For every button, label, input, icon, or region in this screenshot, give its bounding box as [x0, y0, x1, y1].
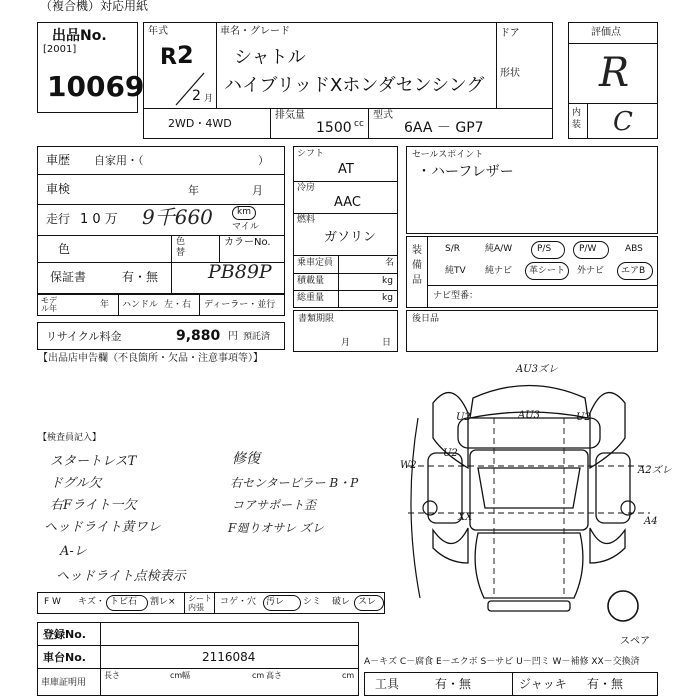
- inspector-note: ヘッドライト点検表示: [56, 569, 186, 584]
- sales-point-value: ・ハーフレザー: [417, 164, 514, 180]
- dealer-value: ディーラー・並行: [204, 300, 276, 310]
- diagram-mark: A4: [644, 516, 658, 527]
- year-label: 年式: [148, 26, 168, 37]
- recycle-unit: 円: [228, 331, 238, 342]
- interior-burn: コゲ・穴: [220, 597, 257, 607]
- doc-day: 日: [382, 338, 392, 348]
- doc-label: 書類期限: [298, 314, 335, 324]
- jack-value: 有・無: [587, 677, 624, 691]
- spare-label: スペア: [620, 636, 650, 647]
- equip-navi: 純ナビ: [485, 266, 513, 276]
- displacement-unit: cc: [354, 119, 364, 129]
- color-change-label: 色替: [176, 237, 186, 258]
- history-value: 自家用・（: [94, 154, 144, 167]
- equip-ps: P/S: [537, 244, 552, 254]
- misc-row: [37, 294, 285, 316]
- ac-label: 冷房: [297, 183, 316, 193]
- recycle-box: [37, 322, 285, 350]
- tools-box: [364, 672, 658, 696]
- shift-value: AT: [338, 162, 354, 177]
- navi-model-label: ナビ型番：: [433, 291, 479, 301]
- inspection-month-unit: 月: [252, 184, 263, 197]
- load-label: 積載量: [297, 276, 325, 286]
- mileage-alt-unit: マイル: [232, 222, 259, 232]
- diagram-mark: AU3ズレ: [516, 364, 559, 375]
- load-unit: kg: [382, 276, 393, 286]
- cert-label: 車庫証明用: [41, 678, 87, 688]
- shape-label: 形状: [500, 68, 520, 79]
- equip-leather: 革シート: [529, 266, 566, 276]
- sales-point-label: セールスポイント: [412, 150, 484, 160]
- doc-box: [293, 310, 398, 352]
- interior-row: [37, 592, 385, 614]
- diagram-mark: AU3: [518, 410, 541, 421]
- damage-legend: A－キズ C－腐食 E－エクボ S－サビ U－凹ミ W－補修 XX－交換済: [364, 657, 640, 667]
- inspection-year-unit: 年: [188, 184, 199, 197]
- equip-sr: S/R: [445, 244, 460, 254]
- chassis-label: 車台No.: [43, 651, 86, 664]
- reg-label: 登録No.: [43, 628, 86, 641]
- rating-box: [568, 22, 658, 139]
- sales-point-box: [406, 146, 658, 234]
- inspector-note: ドグル欠: [50, 476, 102, 491]
- history-close: ）: [258, 154, 269, 167]
- inspector-note: 右センターピラー B・P: [230, 476, 359, 490]
- model-year-suffix: 年: [100, 300, 110, 310]
- color-no-value: PB89P: [208, 261, 272, 283]
- handle-value: 左・右: [164, 300, 192, 310]
- mileage-label: 走行: [46, 212, 71, 226]
- sheet-subtitle: （複合機）対応用紙: [40, 0, 149, 13]
- equip-ext-navi: 外ナビ: [577, 266, 605, 276]
- gross-unit: kg: [382, 293, 393, 303]
- doc-month: 月: [341, 338, 351, 348]
- equipment-box: [406, 236, 658, 308]
- diagram-mark: XX: [458, 512, 473, 523]
- equip-tv: 純TV: [445, 266, 466, 276]
- interior-scratch: キズ・: [78, 597, 105, 607]
- inspector-note: 修復: [232, 451, 260, 467]
- cert-length: 長さ: [104, 671, 120, 680]
- year-era: R: [160, 45, 177, 70]
- interior-score: C: [613, 107, 633, 137]
- vehicle-grade: ハイブリッドXホンダセンシング: [224, 75, 485, 96]
- name-label: 車名・グレード: [220, 26, 290, 37]
- drive-type: 2WD・4WD: [168, 117, 232, 130]
- diagram-mark: U2: [576, 412, 591, 423]
- model-value: 6AA － GP7: [404, 120, 484, 136]
- inspector-note: コアサポート歪: [232, 498, 317, 512]
- interior-label: 内装: [572, 108, 582, 130]
- interior-seat-label: シート内張: [188, 594, 212, 612]
- equip-abs: ABS: [625, 244, 643, 254]
- jack-label: ジャッキ: [519, 677, 567, 691]
- mech-box: [293, 146, 398, 308]
- fuel-label: 燃料: [297, 215, 316, 225]
- dealer-report-label: 【出品店申告欄（不良箇所・欠品・注意事項等）】: [38, 353, 263, 364]
- door-label: ドア: [500, 28, 520, 39]
- mileage-handwritten: 9千660: [142, 205, 213, 229]
- gross-label: 総重量: [297, 293, 325, 303]
- handle-label: ハンドル: [122, 300, 159, 310]
- equip-pw: P/W: [579, 244, 597, 254]
- tools-label: 工具: [375, 677, 400, 691]
- year-num: 2: [177, 41, 194, 69]
- interior-tear: 破レ: [332, 597, 351, 607]
- lot-box: [37, 22, 145, 113]
- inspector-label: 【検査員記入】: [38, 433, 102, 443]
- interior-shimi: シミ: [303, 597, 322, 607]
- cert-height: 高さ: [266, 671, 282, 680]
- recycle-note: 預託済: [243, 332, 271, 342]
- chassis-value: 2116084: [202, 650, 256, 664]
- color-label: 色: [58, 242, 71, 256]
- color-no-label: カラーNo.: [224, 237, 271, 248]
- rear-items-box: [406, 310, 658, 352]
- inspector-note: A-レ: [60, 544, 87, 559]
- history-box: [37, 146, 285, 294]
- warranty-value: 有・無: [122, 270, 159, 284]
- diagram-mark: W2: [400, 460, 417, 471]
- rear-items-label: 後日品: [412, 314, 440, 324]
- displacement-value: 1500: [316, 120, 352, 136]
- model-year-label: モデル年: [41, 296, 57, 313]
- diagram-mark: U2: [443, 448, 458, 459]
- cm-unit: cm: [252, 671, 265, 680]
- interior-chip: トビ石: [110, 597, 138, 607]
- rating-score: R: [599, 50, 630, 96]
- vehicle-box: [143, 22, 553, 139]
- cm-unit: cm: [170, 671, 183, 680]
- inspector-note: スタートレスT: [50, 454, 137, 469]
- shift-label: シフト: [297, 149, 325, 159]
- vehicle-name: シャトル: [234, 47, 306, 68]
- cert-width: 幅: [182, 671, 190, 680]
- capacity-unit: 名: [385, 258, 395, 268]
- lot-number: 10069: [47, 70, 145, 103]
- interior-crack: 割レ×: [150, 597, 176, 607]
- equip-aw: 純A/W: [485, 244, 513, 254]
- recycle-amount: 9,880: [176, 328, 221, 344]
- interior-fw: F W: [44, 597, 61, 607]
- inspection-label: 車検: [46, 182, 71, 196]
- model-label: 型式: [373, 110, 393, 121]
- diagram-mark: A2ズレ: [638, 465, 672, 476]
- inspector-note: ヘッドライト黄ワレ: [44, 520, 161, 535]
- year-month: 2: [192, 88, 201, 104]
- fuel-value: ガソリン: [324, 230, 377, 245]
- equipment-label: 装備品: [412, 245, 422, 286]
- lot-label: 出品No.: [52, 28, 107, 44]
- ac-value: AAC: [334, 195, 361, 210]
- tools-value: 有・無: [435, 677, 472, 691]
- lot-code: [2001]: [43, 44, 77, 55]
- inspector-note: F廻りオサレ ズレ: [228, 521, 324, 535]
- cm-unit: cm: [342, 671, 355, 680]
- rating-label: 評価点: [591, 27, 621, 38]
- equip-airbag: エアB: [621, 266, 646, 276]
- displacement-label: 排気量: [275, 110, 305, 121]
- interior-stain: 汚レ: [266, 597, 285, 607]
- mileage-unit: km: [237, 207, 251, 217]
- diagram-mark: U2: [456, 412, 471, 423]
- registration-box: [37, 622, 359, 696]
- capacity-label: 乗車定員: [297, 258, 334, 268]
- inspector-note: 右Fライト一欠: [50, 498, 137, 513]
- recycle-label: リサイクル料金: [46, 330, 122, 343]
- month-unit: 月: [204, 94, 214, 104]
- interior-slide: スレ: [358, 597, 377, 607]
- car-damage-diagram: [398, 358, 672, 628]
- history-label: 車歴: [46, 153, 71, 167]
- mileage-prefix: 1 0 万: [80, 212, 118, 227]
- warranty-label: 保証書: [50, 270, 87, 284]
